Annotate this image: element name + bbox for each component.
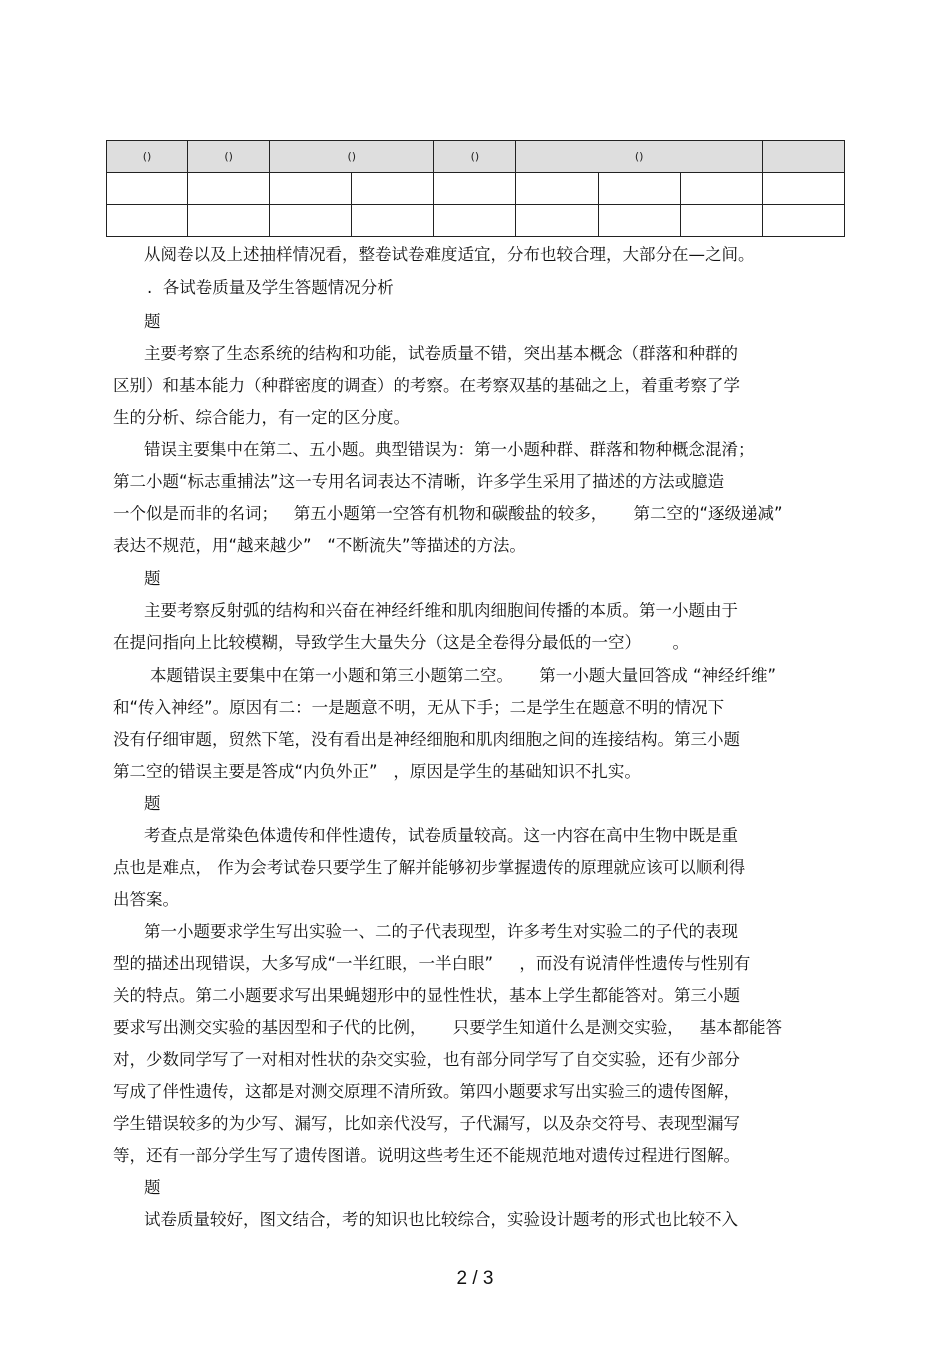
table-cell [680, 173, 762, 205]
question-heading: 题 [144, 794, 161, 813]
paragraph-line: 主要考察了生态系统的结构和功能，试卷质量不错，突出基本概念（群落和种群的 [144, 344, 738, 363]
header-cell: () [188, 141, 270, 173]
table-cell [270, 205, 352, 237]
question-heading: 题 [144, 312, 161, 331]
paragraph-line: 表达不规范，用“越来越少” “不断流失”等描述的方法。 [113, 536, 526, 555]
page-number: 2 / 3 [456, 1268, 494, 1289]
table-cell [188, 173, 270, 205]
score-table [106, 140, 845, 237]
paragraph-line: 学生错误较多的为少写、漏写，比如亲代没写，子代漏写，以及杂交符号、表现型漏写 [113, 1114, 740, 1133]
table-cell [352, 173, 434, 205]
question-heading: 题 [144, 1178, 161, 1197]
header-cell: () [270, 141, 434, 173]
paragraph-line: 主要考察反射弧的结构和兴奋在神经纤维和肌肉细胞间传播的本质。第一小题由于 [144, 601, 738, 620]
header-cell: () [107, 141, 188, 173]
paragraph-line: 第二小题“标志重捕法”这一专用名词表达不清晰，许多学生采用了描述的方法或臆造 [113, 472, 725, 491]
paragraph-line: 一个似是而非的名词； 第五小题第一空答有机物和碳酸盐的较多， 第二空的“逐级递减” [113, 504, 783, 523]
paragraph-line: 要求写出测交实验的基因型和子代的比例， 只要学生知道什么是测交实验， 基本都能答 [113, 1018, 782, 1037]
header-cell [762, 141, 844, 173]
header-cell: () [434, 141, 516, 173]
paragraph-line: 关的特点。第二小题要求写出果蝇翅形中的显性性状，基本上学生都能答对。第三小题 [113, 986, 740, 1005]
paragraph-line: 第一小题要求学生写出实验一、二的子代表现型，许多考生对实验二的子代的表现 [144, 922, 738, 941]
paragraph-line: 从阅卷以及上述抽样情况看，整卷试卷难度适宜，分布也较合理，大部分在—之间。 [144, 245, 755, 264]
question-heading: 题 [144, 569, 161, 588]
table-cell [434, 173, 516, 205]
paragraph-line: 写成了伴性遗传，这都是对测交原理不清所致。第四小题要求写出实验三的遗传图解， [113, 1082, 740, 1101]
section-heading: . 各试卷质量及学生答题情况分析 [147, 278, 394, 297]
paragraph-line: 没有仔细审题，贸然下笔，没有看出是神经细胞和肌肉细胞之间的连接结构。第三小题 [113, 730, 740, 749]
paragraph-line: 和“传入神经”。原因有二：一是题意不明，无从下手；二是学生在题意不明的情况下 [113, 698, 725, 717]
paragraph-line: 出答案。 [113, 890, 179, 909]
paragraph-line: 点也是难点， 作为会考试卷只要学生了解并能够初步掌握遗传的原理就应该可以顺利得 [113, 858, 746, 877]
header-cell: () [516, 141, 762, 173]
table-cell [107, 173, 188, 205]
table-row [107, 205, 845, 237]
table-cell [598, 205, 680, 237]
paragraph-line: 考查点是常染色体遗传和伴性遗传，试卷质量较高。这一内容在高中生物中既是重 [144, 826, 738, 845]
table-header-row [107, 141, 845, 173]
paragraph-line: 区别）和基本能力（种群密度的调查）的考察。在考察双基的基础之上，着重考察了学 [113, 376, 740, 395]
table-cell [516, 205, 598, 237]
table-cell [762, 205, 844, 237]
paragraph-line: 等，还有一部分学生写了遗传图谱。说明这些考生还不能规范地对遗传过程进行图解。 [113, 1146, 740, 1165]
paragraph-line: 试卷质量较好，图文结合，考的知识也比较综合，实验设计题考的形式也比较不入 [144, 1210, 738, 1229]
paragraph-line: 生的分析、综合能力，有一定的区分度。 [113, 408, 410, 427]
paragraph-line: 第二空的错误主要是答成“内负外正” ，原因是学生的基础知识不扎实。 [113, 762, 641, 781]
table-cell [352, 205, 434, 237]
table-cell [107, 205, 188, 237]
table-cell [434, 205, 516, 237]
paragraph-line: 错误主要集中在第二、五小题。典型错误为：第一小题种群、群落和物种概念混淆； [144, 440, 755, 459]
table-row [107, 173, 845, 205]
table-cell [188, 205, 270, 237]
table-cell [598, 173, 680, 205]
table-cell [762, 173, 844, 205]
paragraph-line: 本题错误主要集中在第一小题和第三小题第二空。 第一小题大量回答成 “神经纤维” [150, 666, 777, 685]
table-cell [270, 173, 352, 205]
table-cell [516, 173, 598, 205]
paragraph-line: 型的描述出现错误，大多写成“一半红眼，一半白眼” ，而没有说清伴性遗传与性别有 [113, 954, 751, 973]
paragraph-line: 在提问指向上比较模糊，导致学生大量失分（这是全卷得分最低的一空） 。 [113, 633, 689, 652]
table-cell [680, 205, 762, 237]
paragraph-line: 对，少数同学写了一对相对性状的杂交实验，也有部分同学写了自交实验，还有少部分 [113, 1050, 740, 1069]
